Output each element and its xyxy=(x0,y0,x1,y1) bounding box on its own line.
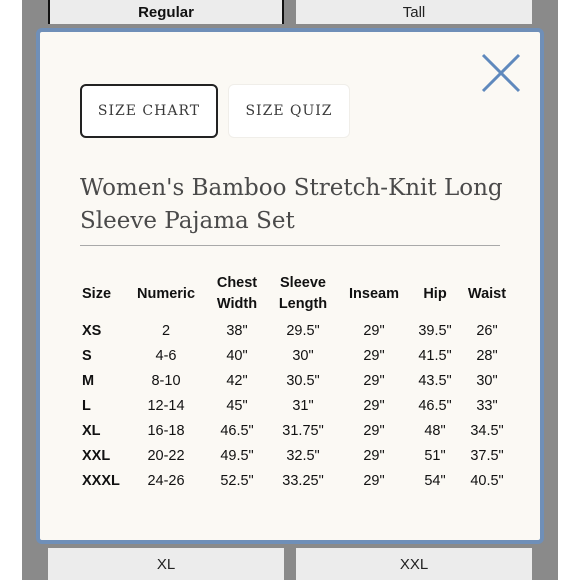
cell-inseam: 29" xyxy=(363,422,385,439)
tab-size-chart[interactable]: SIZE CHART xyxy=(80,84,218,138)
cell-inseam: 29" xyxy=(363,372,385,389)
cell-waist: 30" xyxy=(476,372,498,389)
cell-size: XL xyxy=(82,422,101,439)
cell-sleeve: 29.5" xyxy=(286,322,320,339)
title-divider xyxy=(80,245,500,246)
cell-sleeve: 31.75" xyxy=(282,422,324,439)
table-row xyxy=(76,368,514,393)
cell-numeric: 20-22 xyxy=(147,447,185,464)
option-xxl[interactable] xyxy=(296,548,532,580)
cell-chest: 38" xyxy=(226,322,248,339)
cell-size: XXXL xyxy=(82,472,120,489)
table-row xyxy=(76,393,514,418)
cell-chest: 49.5" xyxy=(220,447,254,464)
table-row xyxy=(76,443,514,468)
option-xxl-label: XXL xyxy=(399,555,429,573)
cell-sleeve: 30.5" xyxy=(286,372,320,389)
header-numeric: Numeric xyxy=(136,285,196,302)
cell-inseam: 29" xyxy=(363,397,385,414)
cell-sleeve: 32.5" xyxy=(286,447,320,464)
option-tall-label: Tall xyxy=(402,3,426,21)
tab-size-quiz[interactable]: SIZE QUIZ xyxy=(228,84,350,138)
cell-numeric: 2 xyxy=(161,322,171,339)
cell-chest: 52.5" xyxy=(220,472,254,489)
size-table xyxy=(76,270,514,493)
header-chest-width: Chest Width xyxy=(216,275,258,312)
cell-size: XXL xyxy=(82,447,111,464)
cell-hip: 46.5" xyxy=(418,397,452,414)
cell-chest: 40" xyxy=(226,347,248,364)
cell-waist: 40.5" xyxy=(470,472,504,489)
cell-chest: 42" xyxy=(226,372,248,389)
option-regular-label: Regular xyxy=(138,3,194,21)
cell-inseam: 29" xyxy=(363,472,385,489)
cell-size: S xyxy=(82,347,92,364)
cell-size: M xyxy=(82,372,95,389)
cell-waist: 34.5" xyxy=(470,422,504,439)
option-tall[interactable] xyxy=(296,0,532,24)
table-row xyxy=(76,418,514,443)
cell-inseam: 29" xyxy=(363,347,385,364)
cell-hip: 51" xyxy=(424,447,446,464)
cell-waist: 37.5" xyxy=(470,447,504,464)
cell-numeric: 8-10 xyxy=(151,372,181,389)
header-sleeve-length: Sleeve Length xyxy=(278,275,328,312)
option-regular[interactable] xyxy=(48,0,284,24)
cell-waist: 33" xyxy=(476,397,498,414)
cell-sleeve: 33.25" xyxy=(282,472,324,489)
cell-hip: 39.5" xyxy=(418,322,452,339)
cell-numeric: 4-6 xyxy=(155,347,177,364)
header-hip: Hip xyxy=(423,285,447,302)
cell-waist: 28" xyxy=(476,347,498,364)
table-header-row xyxy=(76,270,514,318)
cell-numeric: 12-14 xyxy=(147,397,185,414)
cell-numeric: 24-26 xyxy=(147,472,185,489)
cell-size: XS xyxy=(82,322,102,339)
cell-sleeve: 30" xyxy=(292,347,314,364)
cell-chest: 45" xyxy=(226,397,248,414)
cell-hip: 54" xyxy=(424,472,446,489)
close-button[interactable] xyxy=(480,52,522,94)
close-x-icon xyxy=(480,52,522,94)
header-inseam: Inseam xyxy=(349,285,399,302)
option-xl[interactable] xyxy=(48,548,284,580)
cell-hip: 48" xyxy=(424,422,446,439)
cell-inseam: 29" xyxy=(363,322,385,339)
option-xl-label: XL xyxy=(156,555,176,573)
table-row xyxy=(76,343,514,368)
header-waist: Waist xyxy=(467,285,507,302)
cell-hip: 43.5" xyxy=(418,372,452,389)
cell-size: L xyxy=(82,397,91,414)
product-title: Women's Bamboo Stretch-Knit Long Sleeve Pajama Set xyxy=(80,175,503,234)
cell-hip: 41.5" xyxy=(418,347,452,364)
size-chart-modal xyxy=(36,28,544,544)
cell-inseam: 29" xyxy=(363,447,385,464)
table-row xyxy=(76,468,514,493)
cell-numeric: 16-18 xyxy=(147,422,185,439)
header-size: Size xyxy=(82,285,112,302)
cell-chest: 46.5" xyxy=(220,422,254,439)
cell-sleeve: 31" xyxy=(292,397,314,414)
table-row xyxy=(76,318,514,343)
cell-waist: 26" xyxy=(476,322,498,339)
